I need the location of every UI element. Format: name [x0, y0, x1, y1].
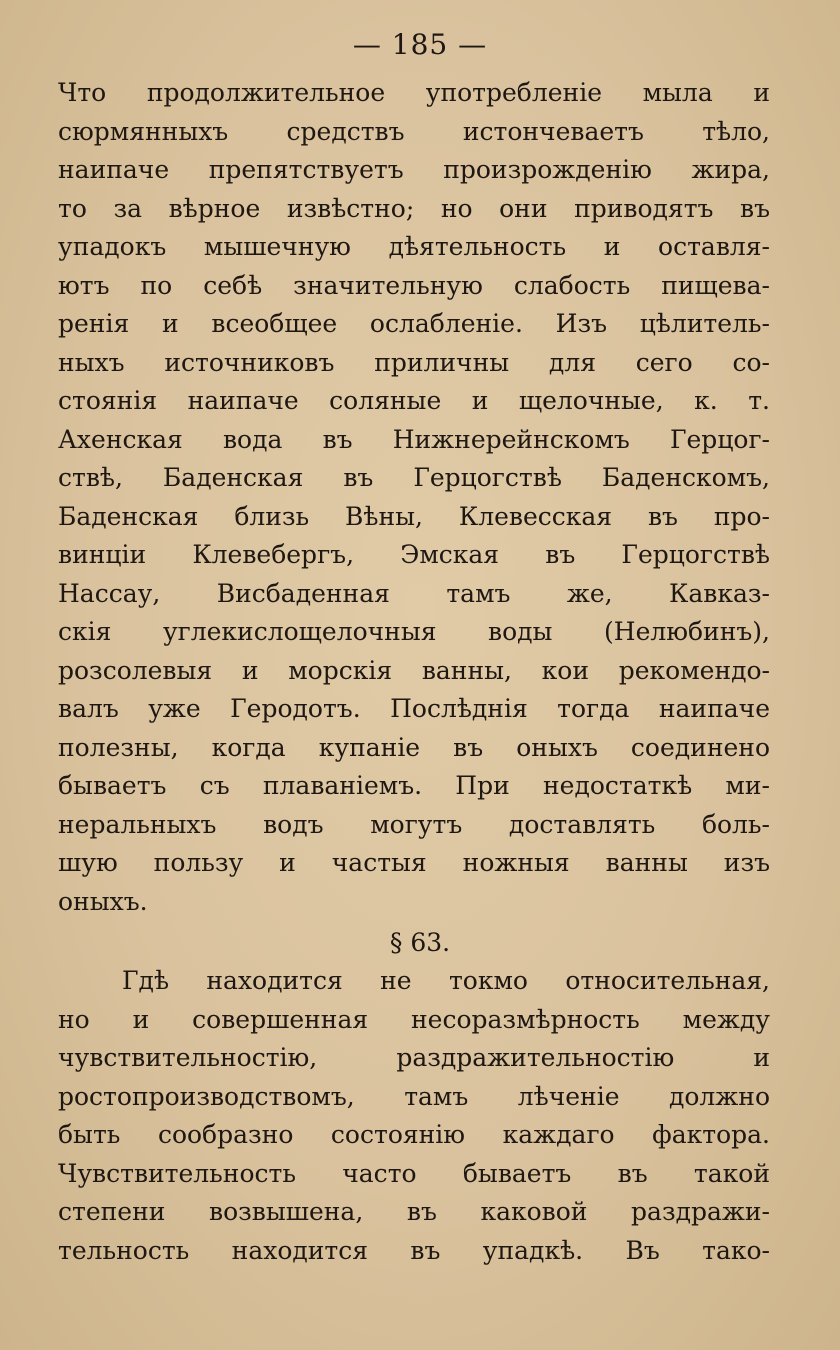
- text-line: Ахенская вода въ Нижнерейнскомъ Герцог-: [58, 424, 770, 454]
- text-line: быть сообразно состоянію каждаго фактора.: [58, 1120, 770, 1149]
- section-heading: § 63.: [389, 928, 451, 957]
- text-line: чувствительностію, раздражительностію и: [58, 1043, 770, 1072]
- text-line: винціи Клевебергъ, Эмская въ Герцогствѣ: [58, 540, 770, 569]
- text-line: валъ уже Геродотъ. Послѣднія тогда наипаче: [58, 694, 770, 723]
- text-line: скія углекислощелочныя воды (Нелюбинъ),: [58, 617, 770, 646]
- text-line: ютъ по себѣ значительную слабость пищева-: [58, 270, 770, 300]
- text-line: Нассау, Висбаденная тамъ же, Кавказ-: [58, 578, 770, 608]
- text-line: ныхъ источниковъ приличны для сего со-: [58, 347, 770, 377]
- text-line: Баденская близь Вѣны, Клевесская въ про-: [58, 501, 770, 531]
- text-line: полезны, когда купаніе въ оныхъ соединено: [58, 732, 770, 762]
- paragraph-2: [58, 962, 770, 1270]
- text-line: неральныхъ водъ могутъ доставлять боль-: [58, 809, 770, 839]
- text-line: бываетъ съ плаваніемъ. При недостаткѣ ми-: [58, 771, 770, 800]
- text-line: наипаче препятствуетъ произрожденію жира,: [58, 155, 770, 184]
- text-line: сюрмянныхъ средствъ истончеваетъ тѣло,: [58, 116, 770, 146]
- paragraph-1: [58, 74, 770, 921]
- text-line: оныхъ.: [58, 886, 148, 916]
- text-line: тельность находится въ упадкѣ. Въ тако-: [58, 1235, 770, 1265]
- text-line: шую пользу и частыя ножныя ванны изъ: [58, 848, 770, 877]
- text-line: ренія и всеобщее ослабленіе. Изъ цѣлитель-: [58, 309, 770, 338]
- text-line: розсолевыя и морскія ванны, кои рекомендо-: [58, 655, 770, 685]
- text-line: ростопроизводствомъ, тамъ лѣченіе должно: [58, 1081, 770, 1111]
- text-line: ствѣ, Баденская въ Герцогствѣ Баденскомъ,: [58, 463, 770, 492]
- text-line: Гдѣ находится не токмо относительная,: [122, 966, 770, 995]
- text-line: но и совершенная несоразмѣрность между: [58, 1004, 770, 1034]
- text-line: Что продолжительное употребленіе мыла и: [58, 78, 770, 107]
- text-line: упадокъ мышечную дѣятельность и оставля-: [58, 232, 770, 261]
- text-line: то за вѣрное извѣстно; но они приводятъ въ: [58, 193, 770, 223]
- text-line: стоянія наипаче соляные и щелочные, к. т.: [58, 386, 770, 415]
- text-line: степени возвышена, въ каковой раздражи-: [58, 1197, 770, 1226]
- text-line: Чувствительность часто бываетъ въ такой: [58, 1158, 770, 1188]
- page-number: — 185 —: [352, 28, 488, 61]
